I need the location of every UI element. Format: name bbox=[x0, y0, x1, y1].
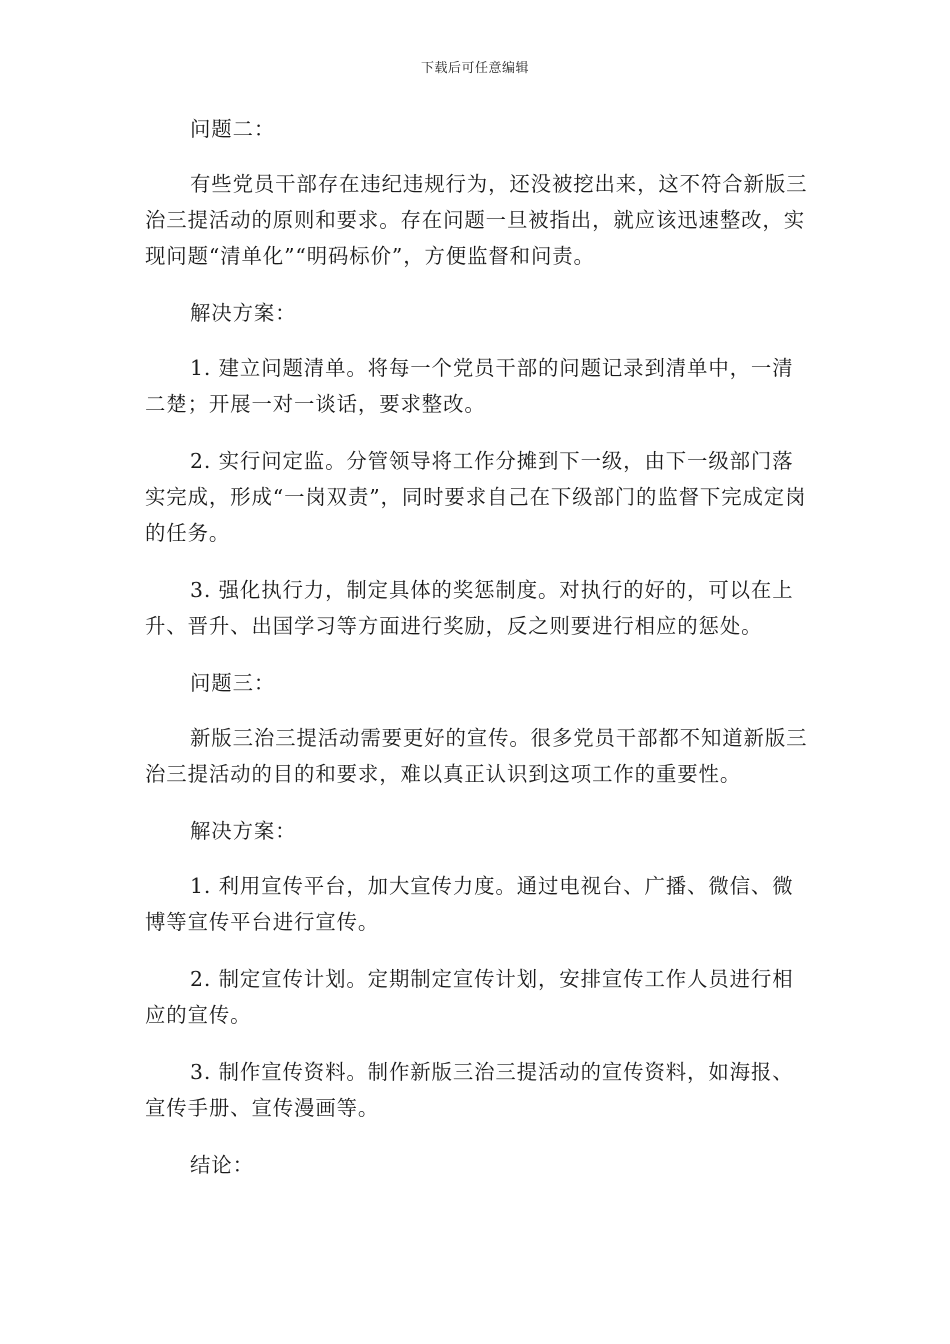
solution-2-item-2: 2. 制定宣传计划。定期制定宣传计划，安排宣传工作人员进行相应的宣传。 bbox=[145, 967, 794, 1027]
heading-problem-three: 问题三： bbox=[190, 671, 276, 695]
solution-item-2: 2. 实行问定监。分管领导将工作分摊到下一级，由下一级部门落实完成，形成“一岗双责”，同时要求自己在下级部门的监督下完成定岗的任务。 bbox=[145, 449, 807, 545]
document-body bbox=[145, 111, 813, 1202]
paragraph-problem-two-description: 有些党员干部存在违纪违规行为，还没被挖出来，这不符合新版三治三提活动的原则和要求。存在问题一旦被指出，就应该迅速整改，实现问题“清单化”“明码标价”，方便监督和问责。 bbox=[145, 172, 808, 268]
solution-2-item-3: 3. 制作宣传资料。制作新版三治三提活动的宣传资料，如海报、宣传手册、宣传漫画等。 bbox=[145, 1060, 794, 1120]
header-note: 下载后可任意编辑 bbox=[420, 61, 529, 76]
solution-2-item-1: 1. 利用宣传平台，加大宣传力度。通过电视台、广播、微信、微博等宣传平台进行宣传。 bbox=[145, 874, 794, 934]
heading-problem-two: 问题二： bbox=[190, 117, 276, 141]
solution-item-3: 3. 强化执行力，制定具体的奖惩制度。对执行的好的，可以在上升、晋升、出国学习等方面进行奖励，反之则要进行相应的惩处。 bbox=[145, 578, 794, 638]
paragraph-problem-three-description: 新版三治三提活动需要更好的宣传。很多党员干部都不知道新版三治三提活动的目的和要求，难以真正认识到这项工作的重要性。 bbox=[145, 726, 808, 786]
heading-solution-2: 解决方案： bbox=[190, 819, 297, 843]
solution-item-1: 1. 建立问题清单。将每一个党员干部的问题记录到清单中，一清二楚；开展一对一谈话，要求整改。 bbox=[145, 356, 794, 416]
heading-conclusion: 结论： bbox=[190, 1153, 254, 1177]
heading-solution: 解决方案： bbox=[190, 301, 297, 325]
